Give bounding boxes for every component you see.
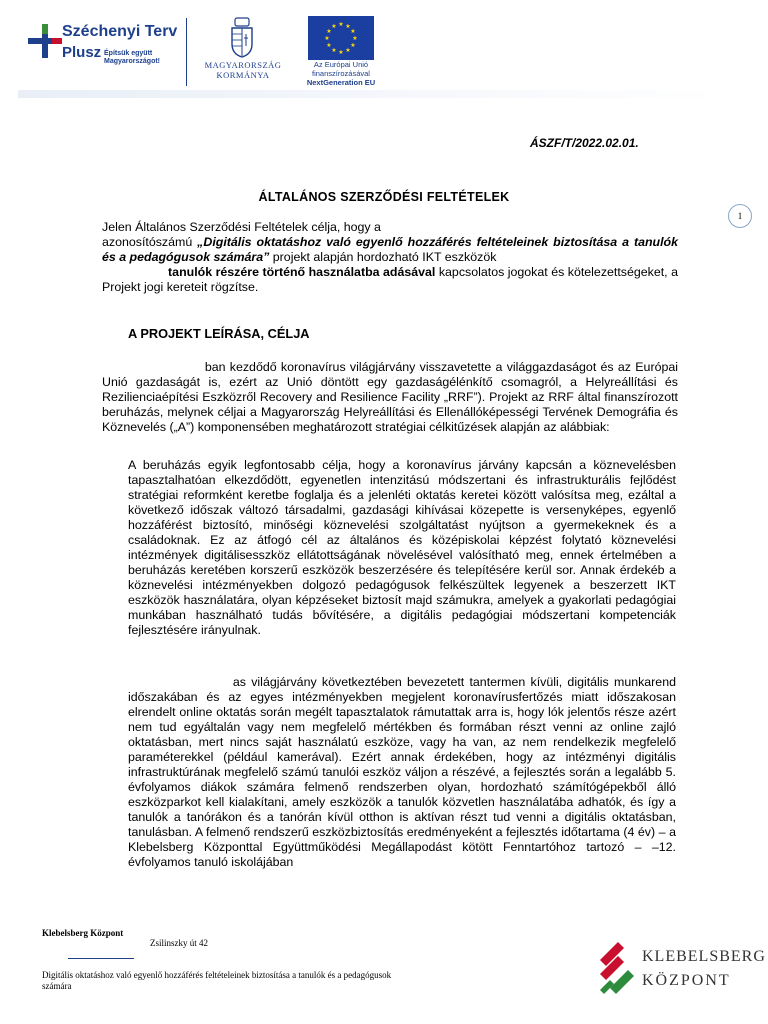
hungarian-coat-of-arms-icon [229, 16, 255, 58]
intro-text-f: kapcsolatos jogokat és kötelezettségeket, a Projekt jogi kereteit rögzítse. [102, 265, 678, 294]
svg-text:★: ★ [350, 42, 356, 49]
government-line-1: MAGYARORSZÁG [204, 60, 282, 70]
project-name: „Digitális oktatáshoz való egyenlő hozzáférés feltételeinek biztosítása a tanulók és a pedagógusok számára” [102, 235, 678, 264]
szechenyi-subtitle-line-2: Magyarországot! [104, 58, 161, 65]
svg-text:★: ★ [345, 23, 351, 30]
szechenyi-title: Széchenyi Terv [62, 23, 178, 40]
svg-text:★: ★ [338, 49, 344, 56]
svg-text:★: ★ [331, 23, 337, 30]
government-logo-text [200, 60, 286, 80]
intro-text-a: Jelen Általános Szerződési Feltételek célja, hogy a [102, 220, 381, 234]
eu-flag-icon [308, 16, 374, 60]
footer-organization: Klebelsberg Központ [42, 928, 124, 938]
klebelsberg-logo-line-2: KÖZPONT [642, 972, 731, 989]
eu-line-2: finanszírozásával [312, 69, 370, 78]
intro-text-d: projekt alapján hordozható IKT eszközök [269, 250, 497, 264]
page-number-badge: 1 [728, 204, 752, 228]
paragraph-1 [102, 360, 678, 435]
paragraph-1-text: ban kezdődő koronavírus világjárvány visszavetette a világgazdaságot és az Európai Unió gazdaságát is, ezért az Unió döntött egy gazdaságélénkítő csomagról, a Helyreállítási és Rezilienciaépítési Eszközről Recovery and Resilience Facility „RRF”). Projekt az RRF által finanszírozott beruházás, melynek céljai a Magyarország Helyreállítási és Ellenállóképességi Tervének Demográfia és Köznevelés („A”) komponensében meghatározott stratégiai célkitűzések alapján az alábbiak: [102, 360, 678, 434]
szechenyi-plus: Plusz [62, 44, 102, 61]
intro-paragraph [102, 220, 678, 295]
svg-text:★: ★ [352, 35, 358, 42]
document-title: ÁLTALÁNOS SZERZŐDÉSI FELTÉTELEK [258, 190, 510, 204]
svg-text:★: ★ [324, 35, 330, 42]
eu-line-1: Az Európai Unió [313, 60, 369, 69]
intro-text-b: azonosítószámú [102, 235, 198, 249]
klebelsberg-logo-line-1: KLEBELSBERG [642, 948, 766, 965]
footer-address: Zsilinszky út 42 [150, 938, 208, 948]
paragraph-3 [128, 675, 676, 870]
szechenyi-subtitle [104, 50, 160, 66]
svg-text:★: ★ [338, 21, 344, 28]
paragraph-2: A beruházás egyik legfontosabb célja, hogy a koronavírus járvány kapcsán a köznevelésben tapasztalhatóan elkezdődött, egyenetlen intenzitású módszertani és infrastrukturális fejlődést stratégiai reformként keretbe foglalja és a jelenléti oktatás keretei között valósítsa meg, ezáltal a következő időszak változó társadalmi, gazdasági kihívásai közepette is versenyképes, egyenlő hozzáférést biztosító, minőségi köznevelési szolgáltatást nyújtson a gyermekeknek és a családoknak. Ez az átfogó cél az általános és középiskolai képzést folytató köznevelési intézmények digitálisesszköz ellátottságának növelésével valósítható meg, ennek értelmében a beruházás keretében korszerű eszközök beszerzésére és telepítésére kerül sor. Annak érdekéb a köznevelési intézményekben dolgozó pedagógusok felkészültek legyenek a beszerzett IKT eszközök használatára, olyan képzéseket biztosít majd számukra, amelyek a gyakorlati pedagógiai munkában használható tudás bővítésére, a digitális pedagógiai módszertani kompetenciák fejlesztésére irányulnak. [128, 458, 676, 637]
footer-divider [68, 958, 134, 959]
paragraph-3-text: as világjárvány következtében bevezetett tantermen kívüli, digitális munkarend időszakában és az egyes intézményekben megjelent koronavírusfertőzés miatt időszakosan elrendelt online oktatás során megélt tapasztalatok rámutattak arra is, hogy lók jelentős része azért nem tud egyáltalán vagy nem megfelelő mértékben és formában részt venni az online zajló oktatásban, mert nincs saját használatú eszköze, vagy ha van, az nem rendelkezik megfelelő paraméterekkel (például kamerával). Ezért annak érdekében, hogy az intézményi digitális infrastruktúrának megfelelő számú tanulói eszköz váljon a részévé, a fejlesztés során a legalább 5. évfolyamos diákok számára felmenő rendszerben olyan, hordozható számítógépekből álló eszközparkot kell kialakítani, amely eszközök a tanulók közvetlen használatába adhatók, és így a tanulók a tanórákon és a tanórán kívül otthon is aktívan részt tud venni a digitális oktatásban, tanulásban. A felmenő rendszerű eszközbiztosítás eredményeként a fejlesztés időtartama (4 év) – a Klebelsberg Központtal Együttműködési Megállapodást kötött Fenntartóhoz tartozó – –12. évfolyamos tanuló iskolájában [128, 675, 676, 869]
svg-text:★: ★ [326, 28, 332, 35]
section-heading: A PROJEKT LEÍRÁSA, CÉLJA [128, 326, 310, 341]
szechenyi-subtitle-line-1: Építsük együtt [104, 50, 153, 57]
svg-text:★: ★ [350, 28, 356, 35]
header-band [18, 90, 726, 98]
intro-emphasis: tanulók részére történő használatba adásával [168, 265, 436, 279]
header-divider [186, 18, 187, 86]
svg-text:★: ★ [331, 47, 337, 54]
szechenyi-cross-icon [28, 24, 62, 58]
document-reference: ÁSZF/T/2022.02.01. [530, 136, 639, 150]
footer-description: Digitális oktatáshoz való egyenlő hozzáférés feltételeinek biztosítása a tanulók és a pedagógusok számára [42, 970, 392, 991]
eu-logo-text [300, 60, 382, 87]
svg-text:★: ★ [326, 42, 332, 49]
government-line-2: KORMÁNYA [216, 70, 270, 80]
svg-text:★: ★ [345, 47, 351, 54]
eu-line-3: NextGeneration EU [306, 78, 376, 87]
klebelsberg-logo-icon [596, 940, 636, 1000]
